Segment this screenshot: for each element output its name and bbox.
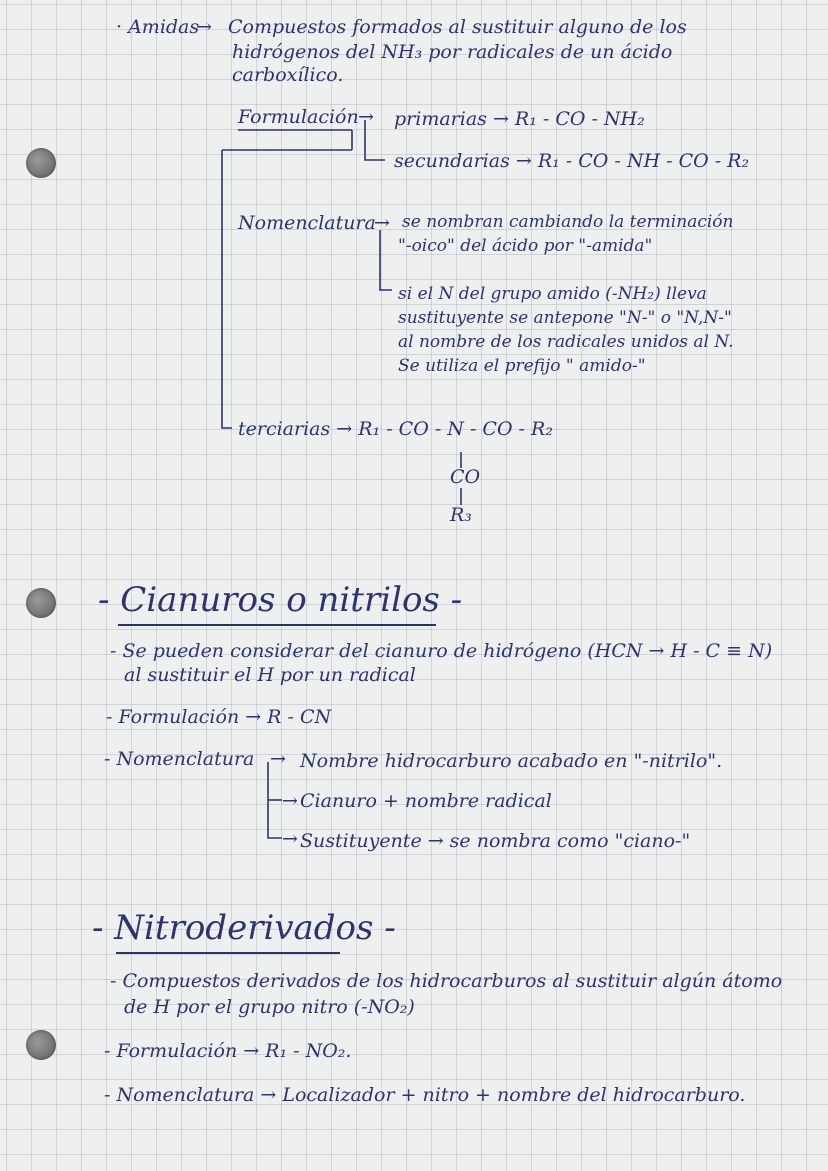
amidas-primarias: primarias → R₁ - CO - NH₂ xyxy=(394,108,645,130)
arrow-icon: → xyxy=(282,790,298,812)
nitroderivados-title-underline xyxy=(116,952,340,954)
nitroderivados-title: - Nitroderivados - xyxy=(92,908,396,948)
amidas-terciarias: terciarias → R₁ - CO - N - CO - R₂ xyxy=(238,418,553,440)
amidas-terciarias-branch-r3: R₃ xyxy=(450,504,472,526)
amidas-nomenclatura-label: Nomenclatura xyxy=(238,212,376,234)
cianuros-line-1a: - Se pueden considerar del cianuro de hidrógeno (HCN → H - C ≡ N) xyxy=(110,640,773,662)
cianuros-title-underline xyxy=(118,624,436,626)
arrow-icon: → xyxy=(270,748,286,770)
cianuros-title: - Cianuros o nitrilos - xyxy=(98,580,463,620)
amidas-definition-line-2: hidrógenos del NH₃ por radicales de un ácido xyxy=(232,41,673,63)
amidas-formulacion-label: Formulación xyxy=(238,106,359,128)
arrow-icon: → xyxy=(282,828,298,850)
cianuros-nomenclatura-rule-1: Nombre hidrocarburo acabado en "-nitrilo". xyxy=(300,750,723,772)
amidas-nomenclatura-rule-2c: al nombre de los radicales unidos al N. xyxy=(398,332,734,352)
amidas-nomenclatura-rule-2a: si el N del grupo amido (-NH₂) lleva xyxy=(398,284,707,304)
amidas-secundarias: secundarias → R₁ - CO - NH - CO - R₂ xyxy=(394,150,750,172)
amidas-nomenclatura-rule-2d: Se utiliza el prefijo " amido-" xyxy=(398,356,646,376)
nitroderivados-formulacion: - Formulación → R₁ - NO₂. xyxy=(104,1040,352,1062)
amidas-terciarias-branch-co: CO xyxy=(450,466,481,488)
binder-hole-top xyxy=(26,148,56,178)
nitroderivados-line-1a: - Compuestos derivados de los hidrocarburos al sustituir algún átomo xyxy=(110,970,783,992)
binder-hole-bottom xyxy=(26,1030,56,1060)
amidas-definition-line-3: carboxílico. xyxy=(232,64,344,86)
amidas-nomenclatura-rule-2b: sustituyente se antepone "N-" o "N,N-" xyxy=(398,308,732,328)
amidas-heading: · Amidas xyxy=(116,16,200,38)
arrow-icon: → xyxy=(358,106,374,128)
cianuros-nomenclatura-rule-3: Sustituyente → se nombra como "ciano-" xyxy=(300,830,691,852)
arrow-icon: → xyxy=(196,16,212,38)
nitroderivados-line-1b: de H por el grupo nitro (-NO₂) xyxy=(124,996,415,1018)
cianuros-line-1b: al sustituir el H por un radical xyxy=(124,664,416,686)
amidas-nomenclatura-rule-1a: se nombran cambiando la terminación xyxy=(402,212,734,232)
cianuros-formulacion: - Formulación → R - CN xyxy=(106,706,332,728)
cianuros-nomenclatura-rule-2: Cianuro + nombre radical xyxy=(300,790,552,812)
amidas-definition-line-1: Compuestos formados al sustituir alguno de los xyxy=(228,16,687,38)
amidas-nomenclatura-rule-1b: "-oico" del ácido por "-amida" xyxy=(398,236,653,256)
nitroderivados-nomenclatura: - Nomenclatura → Localizador + nitro + nombre del hidrocarburo. xyxy=(104,1084,746,1106)
cianuros-nomenclatura-label: - Nomenclatura xyxy=(104,748,255,770)
arrow-icon: → xyxy=(374,212,390,234)
binder-hole-middle xyxy=(26,588,56,618)
